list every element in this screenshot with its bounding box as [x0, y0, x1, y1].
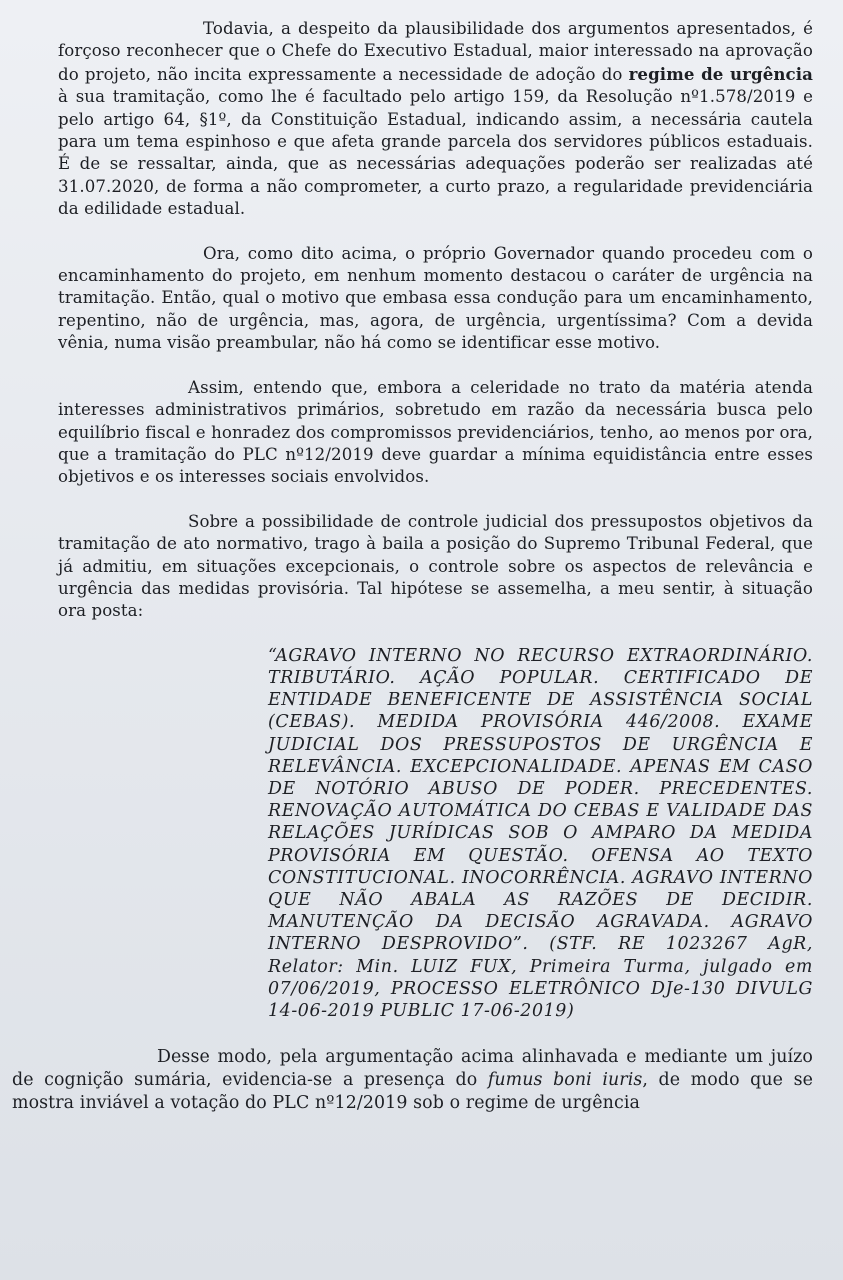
paragraph-3 [58, 377, 813, 489]
final-text-a: Desse modo, pela argumentação acima alinhavada e mediante um juízo de cognição sumária, evidencia-se a presença do [12, 1047, 813, 1091]
p1-bold-regime-urgencia: regime de urgência [628, 63, 814, 84]
paragraph-final [12, 1046, 813, 1115]
jurisprudence-quote: “AGRAVO INTERNO NO RECURSO EXTRAORDINÁRIO. TRIBUTÁRIO. AÇÃO POPULAR. CERTIFICADO DE ENTIDADE BENEFICENTE DE ASSISTÊNCIA SOCIAL (CEBAS). MEDIDA PROVISÓRIA 446/2008. EXAME JUDICIAL DOS PRESSUPOSTOS DE URGÊNCIA E RELEVÂNCIA. EXCEPCIONALIDADE. APENAS EM CASO DE NOTÓRIO ABUSO DE PODER. PRECEDENTES. RENOVAÇÃO AUTOMÁTICA DO CEBAS E VALIDADE DAS RELAÇÕES JURÍDICAS SOB O AMPARO DA MEDIDA PROVISÓRIA EM QUESTÃO. OFENSA AO TEXTO CONSTITUCIONAL. INOCORRÊNCIA. AGRAVO INTERNO QUE NÃO ABALA AS RAZÕES DE DECIDIR. MANUTENÇÃO DA DECISÃO AGRAVADA. AGRAVO INTERNO DESPROVIDO”. (STF. RE 1023267 AgR, Relator: Min. LUIZ FUX, Primeira Turma, julgado em 07/06/2019, PROCESSO ELETRÔNICO DJe-130 DIVULG 14-06-2019 PUBLIC 17-06-2019) [268, 645, 813, 1021]
paragraph-2 [58, 243, 813, 355]
paragraph-4 [58, 511, 813, 623]
final-italic-fumus-boni-iuris: fumus boni iuris [487, 1070, 643, 1091]
p1-text-a: Todavia, a despeito da plausibilidade dos argumentos apresentados, é forçoso reconhecer que o Chefe do Executivo Estadual, maior interessado na aprovação do projeto, não incita expressamente a necessidade de adoção do [58, 19, 813, 84]
paragraph-1 [58, 18, 813, 221]
p2-text: Ora, como dito acima, o próprio Governador quando procedeu com o encaminhamento do projeto, em nenhum momento destacou o caráter de urgência na tramitação. Então, qual o motivo que embasa essa condução para um encaminhamento, repentino, não de urgência, mas, agora, de urgência, urgentíssima? Com a devida vênia, numa visão preambular, não há como se identificar esse motivo. [58, 243, 813, 353]
p4-text: Sobre a possibilidade de controle judicial dos pressupostos objetivos da tramitação de ato normativo, trago à baila a posição do Supremo Tribunal Federal, que já admitiu, em situações excepcionais, o controle sobre os aspectos de relevância e urgência das medidas provisória. Tal hipótese se assemelha, a meu sentir, à situação ora posta: [58, 511, 813, 621]
p1-text-b: à sua tramitação, como lhe é facultado pelo artigo 159, da Resolução nº1.578/2019 e pelo artigo 64, §1º, da Constituição Estadual, indicando assim, a necessária cautela para um tema espinhoso e que afeta grande parcela dos servidores públicos estaduais. É de se ressaltar, ainda, que as necessárias adequações poderão ser realizadas até 31.07.2020, de forma a não comprometer, a curto prazo, a regularidade previdenciária da edilidade estadual. [58, 87, 813, 219]
final-text-b: , de modo que se mostra inviável a votação do PLC nº12/2019 sob o regime de urgência [12, 1070, 813, 1114]
p3-text: Assim, entendo que, embora a celeridade no trato da matéria atenda interesses administrativos primários, sobretudo em razão da necessária busca pelo equilíbrio fiscal e honradez dos compromissos previdenciários, tenho, ao menos por ora, que a tramitação do PLC nº12/2019 deve guardar a mínima equidistância entre esses objetivos e os interesses sociais envolvidos. [58, 377, 813, 487]
